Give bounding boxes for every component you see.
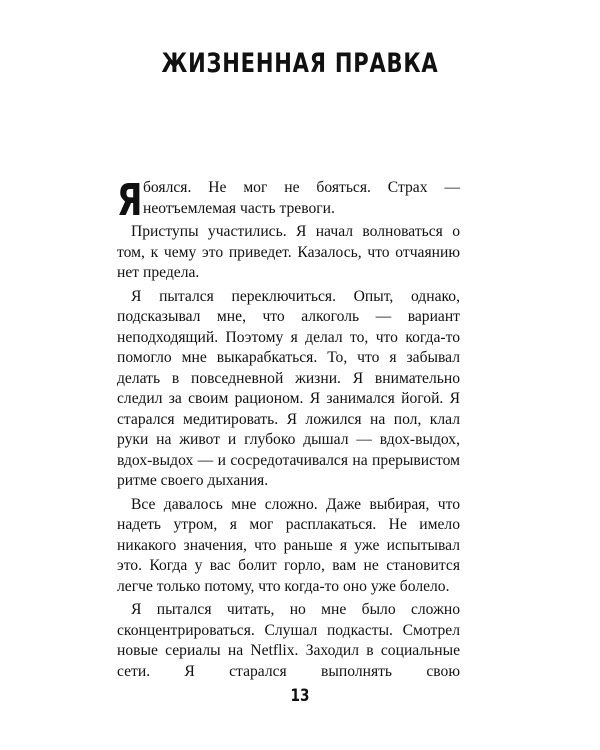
paragraph-2: Приступы участились. Я начал волноваться о том, к чему это приведет. Казалось, что отчаянию нет предела.: [117, 223, 460, 281]
paragraph-5: Я пытался читать, но мне было сложно сконцентрироваться. Слушал подкасты. Смотрел новые сериалы на Netflix. Заходил в социальные сети. Я старался выполнять свою: [117, 601, 460, 680]
drop-cap: Я: [117, 175, 143, 226]
paragraph-4: Все давалось мне сложно. Даже выбирая, что надеть утром, я мог расплакаться. Не имело никакого значения, что раньше я уже испытывал это. Когда у вас болит горло, вам не становится легче только потому, что когда-то оно уже болело.: [117, 495, 460, 595]
chapter-title: ЖИЗНЕННАЯ ПРАВКА: [161, 48, 439, 79]
paragraph-3: Я пытался переключиться. Опыт, однако, подсказывал мне, что алкоголь — вариант неподходящий. Поэтому я делал то, что когда-то помогло мне выкарабкаться. То, что я забывал делать в повседневной жизни. Я внимательно следил за своим рационом. Я занимался йогой. Я старался медитировать. Я ложился на пол, клал руки на живот и глубоко дышал — вдох-выдох, вдох-выдох — и сосредотачивался на прерывистом ритме своего дыхания.: [117, 287, 460, 489]
paragraph-1-text: боялся. Не мог не бояться. Страх — неотъемлемая часть тревоги.: [143, 179, 460, 217]
page-number: 13: [290, 686, 310, 706]
paragraph-1: [117, 175, 460, 226]
body-text: [117, 175, 460, 685]
